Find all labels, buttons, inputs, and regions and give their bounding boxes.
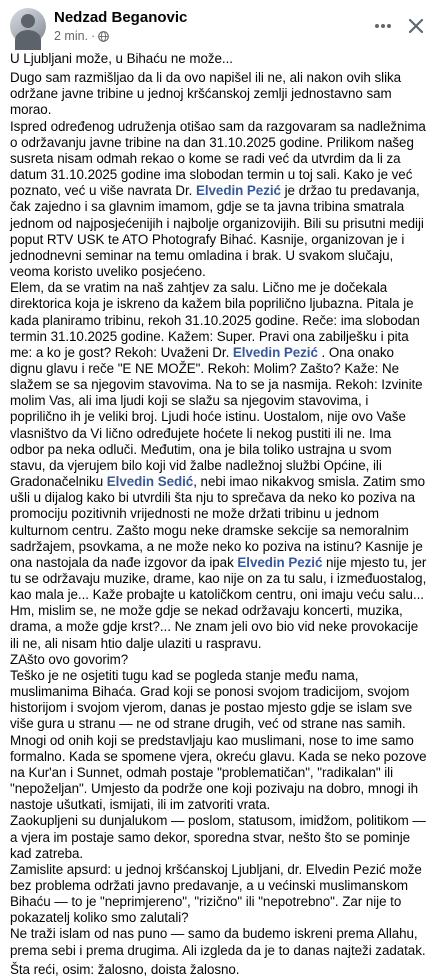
- post-headline: U Ljubljani može, u Bihaću ne može...: [10, 51, 233, 66]
- author-name[interactable]: Nedzad Beganovic: [54, 8, 188, 26]
- paragraph: Ne traži islam od nas puno — samo da budemo iskreni prema Allahu, prema sebi i prema drugima. Ali izgleda da je to danas najteži zadatak.: [10, 926, 426, 958]
- close-icon: [407, 17, 425, 35]
- paragraph: Zamislite apsurd: u jednoj kršćanskoj Ljubljani, dr. Elvedin Pezić može bez problema održati javno predavanje, a u većinski muslimanskom Bihaću — to je "neprimjereno", "rizično" ili "nepotrebno". Zar nije to pokazatelj koliko smo zalutali?: [10, 861, 422, 926]
- globe-icon: [98, 30, 109, 41]
- paragraph: [10, 280, 427, 652]
- paragraph: Dugo sam razmišljao da li da ovo napišel ili ne, ali nakon ovih slika održane javne tribine u jednoj kršćanskoj zemlji jednostavno sam morao.: [10, 70, 402, 118]
- mention-link[interactable]: Elvedin Sedić: [106, 474, 194, 490]
- header-actions: [373, 16, 427, 36]
- paragraph: Mnogi od onih koji se predstavljaju kao muslimani, nose to ime samo formalno. Kada se spomene vjera, okreću glavu. Kada se neko pozove na Kur'an i Sunnet, odmah postaje "problematičan", "radikalan" ili "nepoželjan". Umjesto da podrže one koji pozivaju na dobro, mnogi ih nastoje ušutkati, ismijati, ili im zatvoriti vrata.: [10, 732, 427, 813]
- text-segment: Ispred određenog udruženja otišao sam da razgovaram sa nadležnima o održavanju javne tribine na dan 31.10.2025 godine. Prilikom našeg susreta nisam odmah rekao o kome se radi već da utvrdim da li za datum 31.10.2025 godine ima slobodan termin u toj sali. Kako je već poznato, već u više navrata Dr.: [10, 118, 426, 199]
- close-button[interactable]: [407, 17, 425, 35]
- paragraph: Teško je ne osjetiti tugu kad se pogleda stanje među nama, muslimanima Bihaća. Grad koji se ponosi svojom tradicijom, svojom historijom i svojom vjerom, danas je postao mjesto gdje se islam sve više gura u stranu — ne od strane drugih, već od strane nas samih.: [10, 667, 413, 732]
- post-body: [0, 46, 437, 978]
- paragraph: ZAšto ovo govorim?: [10, 651, 129, 667]
- text-segment: nije mjesto tu, jer tu se održavaju muzike, drame, kao nije on za tu salu, i izmeđuostalog, kao mala je... Kaže probajte u katoličkom centru, oni imaju veću salu... Hm, mislim se, ne može gdje se nekad održavaju koncerti, muzika, drama, a može gdje krst?... Ne znam jeli ovo bio vid neke provokacije ili ne, ali nisam htio dalje ulaziti u raspravu.: [10, 554, 427, 651]
- paragraph: [10, 119, 427, 281]
- post-subline: [54, 28, 373, 44]
- post-meta: [54, 9, 373, 44]
- post-time[interactable]: 2 min.: [54, 28, 89, 43]
- mention-link[interactable]: Elvedin Pezić: [195, 183, 281, 199]
- post-header: [0, 0, 437, 46]
- paragraph: Šta reći, osim: žalosno, doista žalosno.: [10, 961, 240, 977]
- text-segment: je držao tu predavanja, čak zajedno i sa glavnim imamom, gdje se ta javna tribina smatrala jednom od najposjećenijih i najbolje organizovijih. Bili su prisutni mediji poput RTV USK te ATO Photografy Bihać. Kasnije, organizovan je i jednodnevni seminar na temu omladina i brak. U svakom slučaju, veoma koristo uveliko posjećeno.: [10, 183, 424, 280]
- more-options-button[interactable]: [373, 16, 393, 36]
- mention-link[interactable]: Elvedin Pezić: [237, 554, 323, 570]
- time-separator: ·: [91, 28, 96, 43]
- text-segment: , nebi imao nikakvog smisla. Zatim smo ušli u dijalog kako bi utvrdili šta nju to sprečava da neko ko poziva na promociju pozitivnih vrijednosti ne može držati tribinu u jednom kulturnom centru. Zašto mogu neke dramske sekcije sa nemoralnim sadržajem, psovkama, a ne može neko ko poziva na istinu? Kasnije je ona nastojala da nađe izgovor da ipak: [10, 474, 425, 570]
- more-options-icon: [373, 16, 393, 36]
- text-segment: . Ona onako dignu glavu i reče "E NE MOŽE". Rekoh: Molim? Zašto? Kaže: Ne slažem se sa njegovim stavovima. Na to se ja nasmija. Rekoh: Izvinite molim Vas, ali ima ljudi koji se slažu sa njegovim stavovima, i poprilično ih je veliki broj. Ljudi hoće istinu. Uostalom, nije ovo Vaše vlasništvo da Vi lično određujete hoćete li nekog pustiti ili ne. Ima odbor pa neka odluči. Međutim, ona je bila toliko ustrajna u svom stavu, da vjerujem bilo koji vid žalbe nadležnoj službi Općine, ili Gradonačelniku: [10, 344, 423, 490]
- text-segment: Elem, da se vratim na naš zahtjev za salu. Lično me je dočekala direktorica koja je iskreno da kažem bila poprilično ljubazna. Pitala je kada planiramo tribinu, rekoh 31.10.2025 godine. Reče: ima slobodan termin 31.10.2025 godine. Kažem: Super. Pravi ona zabilješku i pita me: a ko je gost? Rekoh: Uvaženi Dr.: [10, 280, 420, 360]
- avatar[interactable]: [10, 8, 46, 44]
- paragraph: Zaokupljeni su dunjalukom — poslom, statusom, imidžom, politikom — a vjera im postaje samo dekor, sporedna stvar, nešto što se pominje kad zatreba.: [10, 813, 426, 861]
- mention-link[interactable]: Elvedin Pezić: [232, 344, 318, 360]
